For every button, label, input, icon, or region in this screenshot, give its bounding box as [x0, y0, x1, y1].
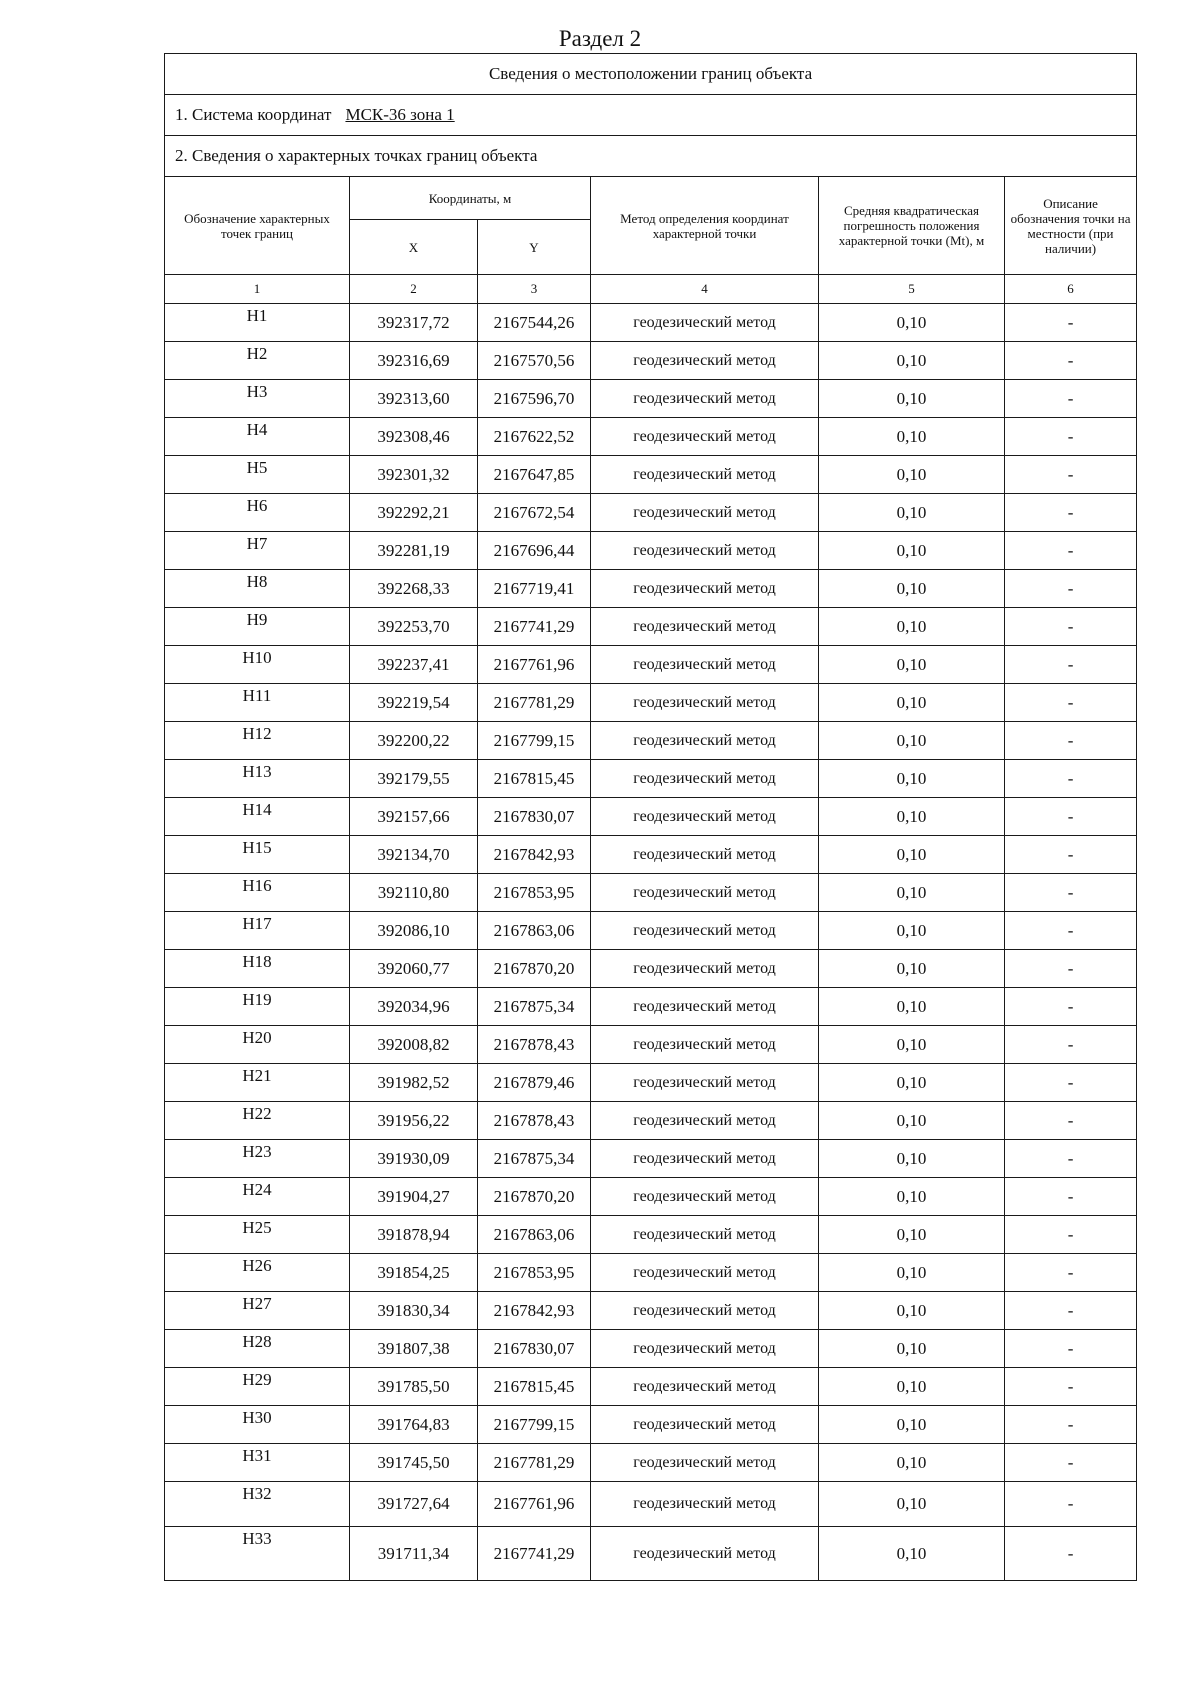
x-coord-cell: 391711,34 — [350, 1527, 478, 1581]
point-id-cell: Н12 — [165, 722, 350, 760]
description-cell: - — [1005, 304, 1137, 342]
method-cell: геодезический метод — [591, 570, 819, 608]
accuracy-cell: 0,10 — [819, 570, 1005, 608]
point-id-cell: Н2 — [165, 342, 350, 380]
accuracy-cell: 0,10 — [819, 1102, 1005, 1140]
accuracy-cell: 0,10 — [819, 1406, 1005, 1444]
description-cell: - — [1005, 1527, 1137, 1581]
table-row — [165, 1064, 1137, 1102]
point-id-cell: Н14 — [165, 798, 350, 836]
y-coord-cell: 2167875,34 — [478, 1140, 591, 1178]
point-id-cell: Н33 — [165, 1527, 350, 1581]
description-cell: - — [1005, 1368, 1137, 1406]
y-coord-cell: 2167863,06 — [478, 1216, 591, 1254]
point-id-cell: Н15 — [165, 836, 350, 874]
y-coord-cell: 2167870,20 — [478, 950, 591, 988]
coord-system-row — [165, 95, 1137, 136]
table-row — [165, 912, 1137, 950]
point-id-cell: Н32 — [165, 1482, 350, 1527]
table-row — [165, 798, 1137, 836]
accuracy-cell: 0,10 — [819, 912, 1005, 950]
coord-system-value: МСК-36 зона 1 — [345, 105, 455, 124]
point-id-cell: Н30 — [165, 1406, 350, 1444]
method-cell: геодезический метод — [591, 988, 819, 1026]
method-cell: геодезический метод — [591, 1406, 819, 1444]
y-coord-cell: 2167879,46 — [478, 1064, 591, 1102]
point-id-cell: Н31 — [165, 1444, 350, 1482]
table-row — [165, 1527, 1137, 1581]
description-cell: - — [1005, 1292, 1137, 1330]
accuracy-cell: 0,10 — [819, 494, 1005, 532]
page-title: Раздел 2 — [558, 26, 642, 51]
accuracy-cell: 0,10 — [819, 1178, 1005, 1216]
accuracy-cell: 0,10 — [819, 684, 1005, 722]
table-row — [165, 1254, 1137, 1292]
description-cell: - — [1005, 646, 1137, 684]
point-id-cell: Н3 — [165, 380, 350, 418]
method-cell: геодезический метод — [591, 1444, 819, 1482]
description-cell: - — [1005, 1254, 1137, 1292]
table-row — [165, 1406, 1137, 1444]
point-id-cell: Н5 — [165, 456, 350, 494]
x-coord-cell: 392308,46 — [350, 418, 478, 456]
table-row — [165, 1102, 1137, 1140]
description-cell: - — [1005, 1406, 1137, 1444]
accuracy-cell: 0,10 — [819, 608, 1005, 646]
x-coord-cell: 391930,09 — [350, 1140, 478, 1178]
table-row — [165, 722, 1137, 760]
method-cell: геодезический метод — [591, 304, 819, 342]
description-cell: - — [1005, 950, 1137, 988]
x-coord-cell: 391727,64 — [350, 1482, 478, 1527]
y-coord-cell: 2167570,56 — [478, 342, 591, 380]
x-coord-cell: 392060,77 — [350, 950, 478, 988]
point-id-cell: Н27 — [165, 1292, 350, 1330]
method-cell: геодезический метод — [591, 684, 819, 722]
method-cell: геодезический метод — [591, 836, 819, 874]
y-coord-cell: 2167741,29 — [478, 1527, 591, 1581]
description-cell: - — [1005, 912, 1137, 950]
table-row — [165, 494, 1137, 532]
description-cell: - — [1005, 760, 1137, 798]
x-coord-cell: 391854,25 — [350, 1254, 478, 1292]
method-cell: геодезический метод — [591, 1102, 819, 1140]
header-y: Y — [478, 220, 591, 275]
method-cell: геодезический метод — [591, 1140, 819, 1178]
accuracy-cell: 0,10 — [819, 798, 1005, 836]
description-cell: - — [1005, 798, 1137, 836]
method-cell: геодезический метод — [591, 874, 819, 912]
accuracy-cell: 0,10 — [819, 836, 1005, 874]
accuracy-cell: 0,10 — [819, 988, 1005, 1026]
method-cell: геодезический метод — [591, 950, 819, 988]
section-title-row — [165, 54, 1137, 95]
y-coord-cell: 2167719,41 — [478, 570, 591, 608]
table-row — [165, 988, 1137, 1026]
description-cell: - — [1005, 684, 1137, 722]
table-row — [165, 456, 1137, 494]
description-cell: - — [1005, 1482, 1137, 1527]
column-number: 1 — [165, 275, 350, 304]
column-number: 2 — [350, 275, 478, 304]
point-id-cell: Н7 — [165, 532, 350, 570]
method-cell: геодезический метод — [591, 1064, 819, 1102]
x-coord-cell: 392008,82 — [350, 1026, 478, 1064]
accuracy-cell: 0,10 — [819, 456, 1005, 494]
description-cell: - — [1005, 456, 1137, 494]
description-cell: - — [1005, 494, 1137, 532]
method-cell: геодезический метод — [591, 1026, 819, 1064]
description-cell: - — [1005, 1140, 1137, 1178]
table-row — [165, 418, 1137, 456]
description-cell: - — [1005, 836, 1137, 874]
y-coord-cell: 2167622,52 — [478, 418, 591, 456]
table-row — [165, 1444, 1137, 1482]
accuracy-cell: 0,10 — [819, 950, 1005, 988]
points-section-row — [165, 136, 1137, 177]
column-number: 4 — [591, 275, 819, 304]
table-row — [165, 950, 1137, 988]
y-coord-cell: 2167863,06 — [478, 912, 591, 950]
y-coord-cell: 2167672,54 — [478, 494, 591, 532]
x-coord-cell: 392034,96 — [350, 988, 478, 1026]
point-id-cell: Н16 — [165, 874, 350, 912]
table-row — [165, 1292, 1137, 1330]
table-row — [165, 608, 1137, 646]
y-coord-cell: 2167878,43 — [478, 1102, 591, 1140]
x-coord-cell: 392134,70 — [350, 836, 478, 874]
x-coord-cell: 392301,32 — [350, 456, 478, 494]
x-coord-cell: 391878,94 — [350, 1216, 478, 1254]
table-row — [165, 874, 1137, 912]
point-id-cell: Н29 — [165, 1368, 350, 1406]
method-cell: геодезический метод — [591, 1330, 819, 1368]
x-coord-cell: 392281,19 — [350, 532, 478, 570]
table-row — [165, 304, 1137, 342]
accuracy-cell: 0,10 — [819, 1254, 1005, 1292]
y-coord-cell: 2167761,96 — [478, 646, 591, 684]
point-id-cell: Н25 — [165, 1216, 350, 1254]
method-cell: геодезический метод — [591, 646, 819, 684]
table-body — [165, 54, 1137, 1581]
description-cell: - — [1005, 1330, 1137, 1368]
description-cell: - — [1005, 570, 1137, 608]
y-coord-cell: 2167870,20 — [478, 1178, 591, 1216]
description-cell: - — [1005, 418, 1137, 456]
accuracy-cell: 0,10 — [819, 1064, 1005, 1102]
boundary-points-table — [164, 53, 1137, 1581]
accuracy-cell: 0,10 — [819, 418, 1005, 456]
x-coord-cell: 392317,72 — [350, 304, 478, 342]
method-cell: геодезический метод — [591, 532, 819, 570]
point-id-cell: Н4 — [165, 418, 350, 456]
description-cell: - — [1005, 874, 1137, 912]
accuracy-cell: 0,10 — [819, 1330, 1005, 1368]
x-coord-cell: 392110,80 — [350, 874, 478, 912]
column-number: 3 — [478, 275, 591, 304]
header-accuracy: Средняя квадратическая погрешность положения характерной точки (Mt), м — [819, 177, 1005, 275]
table-row — [165, 836, 1137, 874]
point-id-cell: Н24 — [165, 1178, 350, 1216]
point-id-cell: Н19 — [165, 988, 350, 1026]
header-coordinates: Координаты, м — [350, 177, 591, 220]
method-cell: геодезический метод — [591, 456, 819, 494]
description-cell: - — [1005, 988, 1137, 1026]
method-cell: геодезический метод — [591, 760, 819, 798]
accuracy-cell: 0,10 — [819, 532, 1005, 570]
header-row-top — [165, 177, 1137, 220]
accuracy-cell: 0,10 — [819, 1444, 1005, 1482]
table-row — [165, 342, 1137, 380]
point-id-cell: Н26 — [165, 1254, 350, 1292]
y-coord-cell: 2167853,95 — [478, 1254, 591, 1292]
accuracy-cell: 0,10 — [819, 1216, 1005, 1254]
column-number: 6 — [1005, 275, 1137, 304]
point-id-cell: Н22 — [165, 1102, 350, 1140]
section-title: Сведения о местоположении границ объекта — [165, 54, 1137, 95]
header-method: Метод определения координат характерной точки — [591, 177, 819, 275]
accuracy-cell: 0,10 — [819, 342, 1005, 380]
y-coord-cell: 2167761,96 — [478, 1482, 591, 1527]
x-coord-cell: 391807,38 — [350, 1330, 478, 1368]
x-coord-cell: 391830,34 — [350, 1292, 478, 1330]
y-coord-cell: 2167878,43 — [478, 1026, 591, 1064]
method-cell: геодезический метод — [591, 608, 819, 646]
method-cell: геодезический метод — [591, 1178, 819, 1216]
description-cell: - — [1005, 1178, 1137, 1216]
y-coord-cell: 2167853,95 — [478, 874, 591, 912]
method-cell: геодезический метод — [591, 1292, 819, 1330]
method-cell: геодезический метод — [591, 798, 819, 836]
table-row — [165, 760, 1137, 798]
x-coord-cell: 391785,50 — [350, 1368, 478, 1406]
point-id-cell: Н1 — [165, 304, 350, 342]
y-coord-cell: 2167741,29 — [478, 608, 591, 646]
accuracy-cell: 0,10 — [819, 1482, 1005, 1527]
accuracy-cell: 0,10 — [819, 1527, 1005, 1581]
method-cell: геодезический метод — [591, 1482, 819, 1527]
description-cell: - — [1005, 1026, 1137, 1064]
accuracy-cell: 0,10 — [819, 1026, 1005, 1064]
accuracy-cell: 0,10 — [819, 760, 1005, 798]
method-cell: геодезический метод — [591, 722, 819, 760]
header-x: X — [350, 220, 478, 275]
y-coord-cell: 2167596,70 — [478, 380, 591, 418]
point-id-cell: Н20 — [165, 1026, 350, 1064]
table-row — [165, 1330, 1137, 1368]
table-row — [165, 1178, 1137, 1216]
description-cell: - — [1005, 1216, 1137, 1254]
y-coord-cell: 2167799,15 — [478, 722, 591, 760]
description-cell: - — [1005, 608, 1137, 646]
y-coord-cell: 2167815,45 — [478, 760, 591, 798]
x-coord-cell: 392179,55 — [350, 760, 478, 798]
x-coord-cell: 392086,10 — [350, 912, 478, 950]
description-cell: - — [1005, 722, 1137, 760]
table-row — [165, 1026, 1137, 1064]
point-id-cell: Н17 — [165, 912, 350, 950]
table-row — [165, 380, 1137, 418]
table-row — [165, 532, 1137, 570]
point-id-cell: Н11 — [165, 684, 350, 722]
accuracy-cell: 0,10 — [819, 380, 1005, 418]
method-cell: геодезический метод — [591, 1527, 819, 1581]
points-section-title: 2. Сведения о характерных точках границ объекта — [165, 136, 1137, 177]
header-point-designation: Обозначение характерных точек границ — [165, 177, 350, 275]
method-cell: геодезический метод — [591, 912, 819, 950]
y-coord-cell: 2167842,93 — [478, 836, 591, 874]
y-coord-cell: 2167696,44 — [478, 532, 591, 570]
x-coord-cell: 391764,83 — [350, 1406, 478, 1444]
description-cell: - — [1005, 1444, 1137, 1482]
y-coord-cell: 2167647,85 — [478, 456, 591, 494]
table-row — [165, 570, 1137, 608]
x-coord-cell: 392237,41 — [350, 646, 478, 684]
y-coord-cell: 2167815,45 — [478, 1368, 591, 1406]
x-coord-cell: 391745,50 — [350, 1444, 478, 1482]
x-coord-cell: 392200,22 — [350, 722, 478, 760]
method-cell: геодезический метод — [591, 1216, 819, 1254]
point-id-cell: Н10 — [165, 646, 350, 684]
coord-system-label: 1. Система координат — [175, 105, 332, 124]
table-row — [165, 1482, 1137, 1527]
accuracy-cell: 0,10 — [819, 722, 1005, 760]
accuracy-cell: 0,10 — [819, 874, 1005, 912]
point-id-cell: Н18 — [165, 950, 350, 988]
table-row — [165, 1368, 1137, 1406]
x-coord-cell: 392253,70 — [350, 608, 478, 646]
accuracy-cell: 0,10 — [819, 1292, 1005, 1330]
description-cell: - — [1005, 532, 1137, 570]
x-coord-cell: 391904,27 — [350, 1178, 478, 1216]
header-description: Описание обозначения точки на местности (при наличии) — [1005, 177, 1137, 275]
y-coord-cell: 2167781,29 — [478, 1444, 591, 1482]
accuracy-cell: 0,10 — [819, 646, 1005, 684]
x-coord-cell: 392292,21 — [350, 494, 478, 532]
x-coord-cell: 392313,60 — [350, 380, 478, 418]
description-cell: - — [1005, 1064, 1137, 1102]
description-cell: - — [1005, 342, 1137, 380]
y-coord-cell: 2167781,29 — [478, 684, 591, 722]
table-row — [165, 646, 1137, 684]
column-number: 5 — [819, 275, 1005, 304]
method-cell: геодезический метод — [591, 1368, 819, 1406]
table-row — [165, 1140, 1137, 1178]
x-coord-cell: 391982,52 — [350, 1064, 478, 1102]
accuracy-cell: 0,10 — [819, 1368, 1005, 1406]
x-coord-cell: 392157,66 — [350, 798, 478, 836]
method-cell: геодезический метод — [591, 418, 819, 456]
table-row — [165, 684, 1137, 722]
table-row — [165, 1216, 1137, 1254]
method-cell: геодезический метод — [591, 494, 819, 532]
y-coord-cell: 2167544,26 — [478, 304, 591, 342]
point-id-cell: Н13 — [165, 760, 350, 798]
accuracy-cell: 0,10 — [819, 304, 1005, 342]
point-id-cell: Н8 — [165, 570, 350, 608]
accuracy-cell: 0,10 — [819, 1140, 1005, 1178]
y-coord-cell: 2167875,34 — [478, 988, 591, 1026]
x-coord-cell: 392316,69 — [350, 342, 478, 380]
x-coord-cell: 392268,33 — [350, 570, 478, 608]
y-coord-cell: 2167830,07 — [478, 798, 591, 836]
point-id-cell: Н6 — [165, 494, 350, 532]
point-id-cell: Н9 — [165, 608, 350, 646]
coord-system-cell — [165, 95, 1137, 136]
point-id-cell: Н21 — [165, 1064, 350, 1102]
column-number-row — [165, 275, 1137, 304]
point-id-cell: Н28 — [165, 1330, 350, 1368]
method-cell: геодезический метод — [591, 1254, 819, 1292]
description-cell: - — [1005, 1102, 1137, 1140]
method-cell: геодезический метод — [591, 342, 819, 380]
description-cell: - — [1005, 380, 1137, 418]
x-coord-cell: 391956,22 — [350, 1102, 478, 1140]
point-id-cell: Н23 — [165, 1140, 350, 1178]
y-coord-cell: 2167842,93 — [478, 1292, 591, 1330]
y-coord-cell: 2167799,15 — [478, 1406, 591, 1444]
y-coord-cell: 2167830,07 — [478, 1330, 591, 1368]
method-cell: геодезический метод — [591, 380, 819, 418]
x-coord-cell: 392219,54 — [350, 684, 478, 722]
